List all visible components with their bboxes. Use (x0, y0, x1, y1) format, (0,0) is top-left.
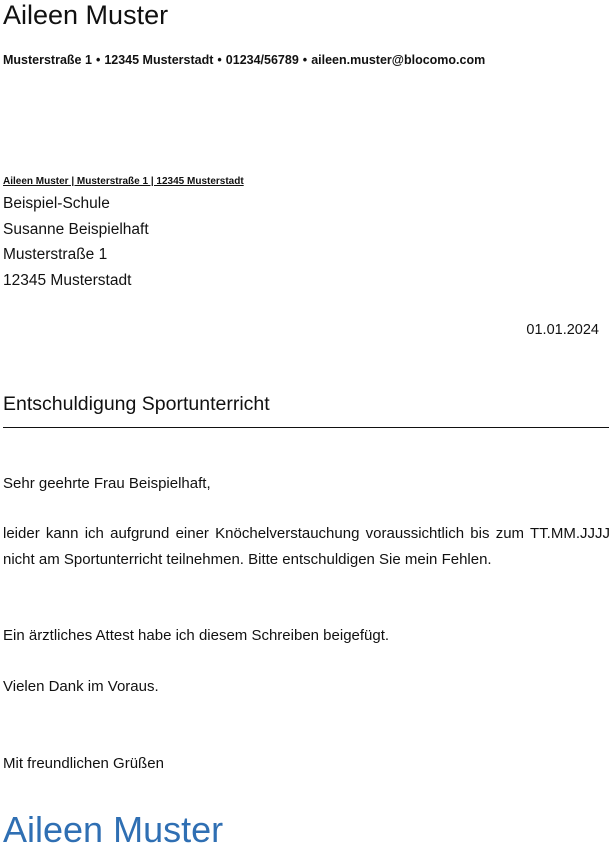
subject-heading: Entschuldigung Sportunterricht (3, 393, 270, 415)
salutation: Sehr geehrte Frau Beispielhaft, (3, 475, 211, 492)
body-paragraph: Vielen Dank im Voraus. (3, 678, 159, 695)
sender-city: 12345 Musterstadt (104, 53, 214, 67)
recipient-organization: Beispiel-Schule (3, 195, 110, 212)
recipient-city: 12345 Musterstadt (3, 271, 132, 289)
return-address-line: Aileen Muster | Musterstraße 1 | 12345 Musterstadt (3, 176, 244, 187)
recipient-person: Susanne Beispielhaft (3, 220, 149, 238)
separator-dot: • (95, 53, 101, 67)
separator-dot: • (302, 53, 308, 67)
sender-contact-line (3, 51, 485, 69)
closing: Mit freundlichen Grüßen (3, 755, 164, 772)
body-paragraph: Ein ärztliches Attest habe ich diesem Schreiben beigefügt. (3, 627, 390, 644)
body-paragraph: leider kann ich aufgrund einer Knöchelverstauchung voraussichtlich bis zum TT.MM.JJJJ nicht am Sportunterricht teilnehmen. Bitte entschuldigen Sie mein Fehlen. (3, 525, 610, 568)
separator-dot: • (217, 53, 222, 67)
sender-phone: 01234/56789 (225, 53, 299, 67)
letter-date: 01.01.2024 (526, 322, 599, 338)
sender-street: Musterstraße 1 (3, 53, 92, 67)
recipient-street: Musterstraße 1 (3, 246, 108, 263)
signature: Aileen Muster (3, 809, 224, 850)
sender-email: aileen.muster@blocomo.com (311, 53, 486, 67)
recipient-address (3, 191, 149, 293)
subject-divider (3, 427, 609, 428)
sender-name: Aileen Muster (3, 0, 169, 30)
